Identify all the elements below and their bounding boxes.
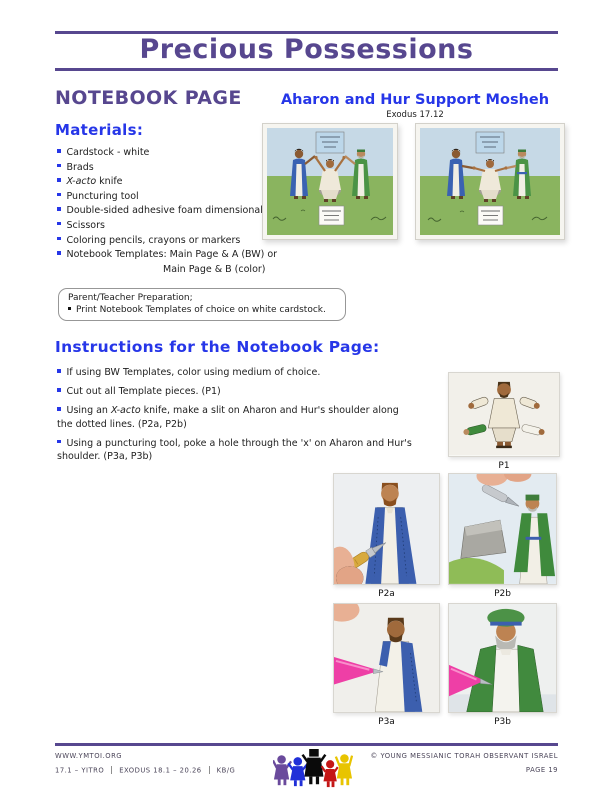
- material-item: [57, 161, 367, 176]
- material-item: [57, 204, 367, 219]
- page-title: Precious Possessions: [139, 34, 474, 65]
- header-rule-bottom: [55, 68, 558, 71]
- figure-p3a-caption: P3a: [378, 716, 395, 727]
- bullet-square-icon: [57, 237, 61, 241]
- figure-p2a-image: [333, 473, 440, 585]
- craft-subtitle: Exodus 17.12: [386, 110, 444, 120]
- material-item-label-em: X-acto: [66, 176, 97, 188]
- footer-copyright: © YOUNG MESSIANIC TORAH OBSERVANT ISRAEL: [370, 752, 558, 760]
- footer-page-number: PAGE 19: [525, 766, 558, 774]
- instruction-item: [57, 437, 413, 464]
- footer-website: WWW.YMTOI.ORG: [55, 752, 123, 760]
- bullet-square-icon: [57, 440, 61, 444]
- craft-scene-illustration-b: [416, 124, 564, 239]
- cutout-pieces-illustration: [449, 373, 559, 456]
- footer-left-block: [55, 752, 235, 775]
- bullet-square-icon: [57, 164, 61, 168]
- figure-p3b: [448, 603, 557, 727]
- footer-divider: [111, 766, 112, 774]
- footer-lesson-row: [55, 766, 235, 775]
- footer-rule: [55, 743, 558, 746]
- prep-box-item-label: Print Notebook Templates of choice on white cardstock.: [76, 305, 326, 315]
- material-item: [57, 190, 367, 205]
- instruction-item-label: If using BW Templates, color using medium of choice.: [66, 367, 321, 378]
- figure-p2b-image: [448, 473, 557, 585]
- material-item-label: knife: [96, 176, 123, 188]
- bullet-square-icon: [68, 307, 71, 310]
- footer-right-block: [371, 752, 559, 774]
- instruction-item: [57, 385, 413, 399]
- instruction-item: [57, 366, 413, 380]
- material-item: [57, 175, 367, 190]
- instruction-item-label-em: X-acto: [110, 405, 141, 416]
- figure-p1-caption: P1: [498, 460, 510, 471]
- figure-p3a: [333, 603, 440, 727]
- craft-title: Aharon and Hur Support Mosheh: [280, 92, 550, 108]
- instructions-heading: Instructions for the Notebook Page:: [55, 338, 380, 356]
- materials-heading: Materials:: [55, 121, 144, 139]
- bullet-square-icon: [57, 388, 61, 392]
- figure-p3b-image: [448, 603, 557, 713]
- bullet-square-icon: [57, 207, 61, 211]
- puncture-hur-illustration: [449, 604, 556, 712]
- instruction-item-label: Cut out all Template pieces. (P1): [66, 386, 221, 397]
- material-item-label: Notebook Templates: Main Page & A (BW) or: [66, 249, 278, 261]
- puncture-aharon-illustration: [334, 604, 439, 712]
- instructions-list: [57, 366, 413, 469]
- figure-p2b: [448, 473, 557, 599]
- instruction-item: [57, 404, 413, 431]
- materials-list: [57, 146, 367, 277]
- bullet-square-icon: [57, 407, 61, 411]
- instruction-item-label: Using a puncturing tool, poke a hole through the 'x' on Aharon and Hur's shoulder. (P3a, P3b): [57, 437, 412, 462]
- figure-p2a: [333, 473, 440, 599]
- material-item-label: Coloring pencils, crayons or markers: [66, 234, 241, 246]
- material-item: [57, 219, 367, 234]
- prep-box-title: Parent/Teacher Preparation;: [68, 293, 193, 303]
- material-item-label: Double-sided adhesive foam dimensional: [66, 205, 263, 217]
- bullet-square-icon: [57, 369, 61, 373]
- ymtoi-logo: [273, 747, 353, 791]
- xacto-slit-aharon-illustration: [334, 474, 439, 584]
- footer-lesson: 17.1 – YITRO: [55, 766, 105, 775]
- instruction-item-label: Using an: [66, 405, 111, 416]
- material-item: [57, 146, 367, 161]
- craft-heading-block: [262, 92, 568, 120]
- figure-p1-image: [448, 372, 560, 457]
- bullet-square-icon: [57, 178, 61, 182]
- material-item: [57, 248, 367, 277]
- parent-teacher-prep-box: [58, 288, 346, 321]
- figure-p3a-image: [333, 603, 440, 713]
- footer-code: KB/G: [216, 766, 236, 775]
- section-title: NOTEBOOK PAGE: [55, 87, 242, 109]
- instruction-item-label: knife, make a slit on Aharon and Hur's shoulder along the dotted lines. (P2a, P2b): [57, 405, 399, 430]
- material-item-label-line2: Main Page & B (color): [163, 263, 266, 275]
- bullet-square-icon: [57, 251, 61, 255]
- figure-p1: [448, 372, 560, 471]
- material-item-label: Cardstock - white: [66, 147, 150, 158]
- material-item-label: Scissors: [66, 219, 105, 231]
- figure-p3b-caption: P3b: [494, 716, 511, 727]
- material-item-label: Brads: [66, 161, 94, 173]
- figure-p2a-caption: P2a: [378, 588, 395, 599]
- bullet-square-icon: [57, 193, 61, 197]
- xacto-slit-hur-illustration: [449, 474, 556, 584]
- footer-divider: [209, 766, 210, 774]
- figure-p2b-caption: P2b: [494, 588, 511, 599]
- material-item: [57, 234, 367, 249]
- bullet-square-icon: [57, 222, 61, 226]
- material-item-label: Puncturing tool: [66, 190, 139, 202]
- prep-box-item: [68, 305, 336, 315]
- example-photo-arms-supported: [415, 123, 565, 240]
- footer-scripture: EXODUS 18.1 – 20.26: [119, 766, 202, 775]
- bullet-square-icon: [57, 149, 61, 153]
